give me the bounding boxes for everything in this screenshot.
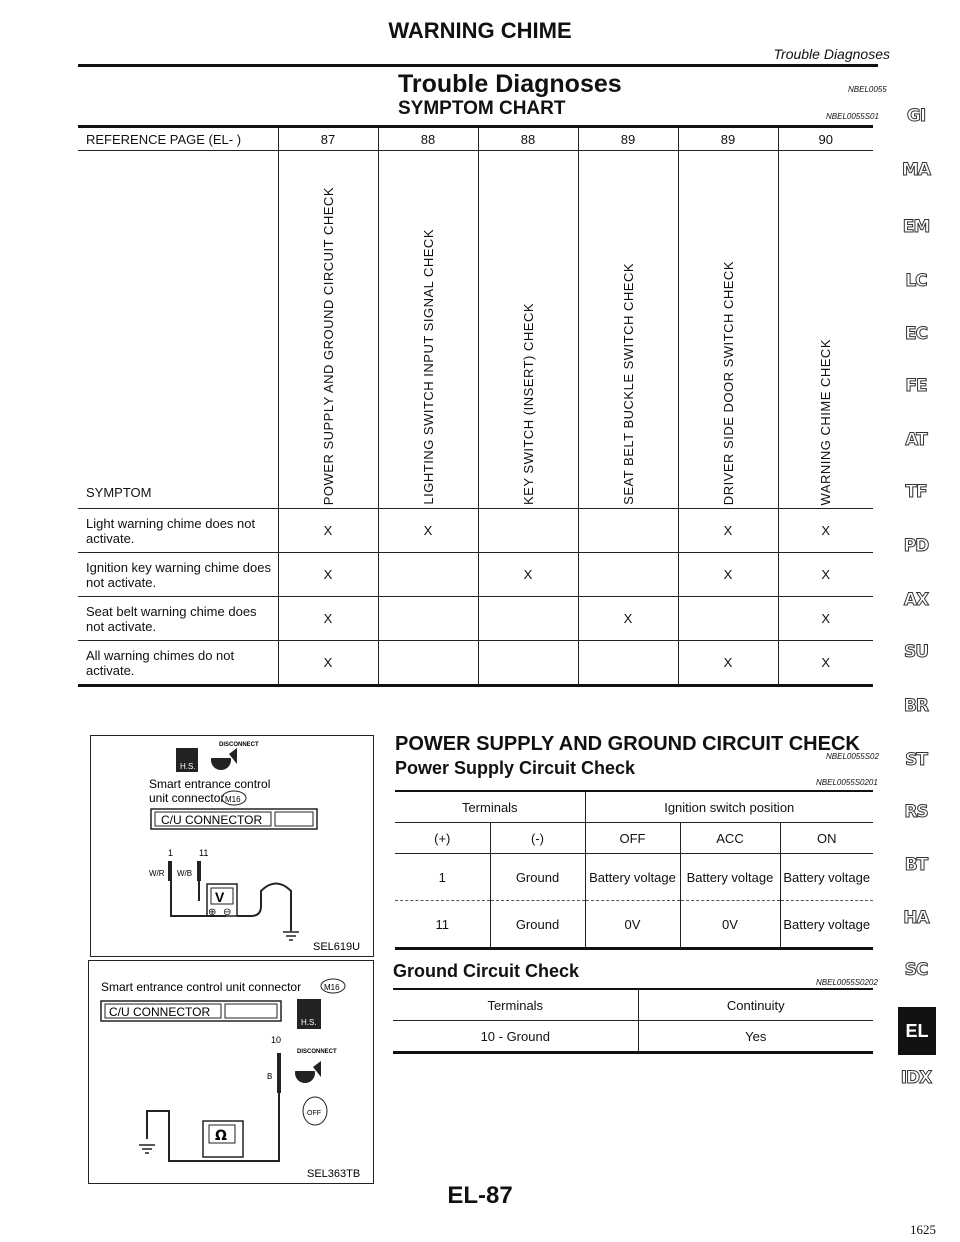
- side-tab-fe[interactable]: FE: [905, 376, 927, 396]
- cell-minus: Ground: [490, 854, 585, 901]
- mark-cell: [378, 641, 478, 686]
- ground-check-title: Ground Circuit Check: [393, 961, 580, 981]
- reference-row: [78, 128, 873, 151]
- column-header: [678, 151, 778, 509]
- side-tab-tf[interactable]: TF: [905, 482, 927, 502]
- symptom-row: [78, 509, 873, 553]
- caption: Smart entrance control unit connector: [101, 980, 302, 994]
- side-tab-idx[interactable]: IDX: [900, 1068, 932, 1088]
- ignition-off-icon: [303, 1097, 327, 1125]
- col-plus: (+): [395, 823, 490, 854]
- side-tab-sc[interactable]: SC: [904, 960, 928, 980]
- power-check-title: POWER SUPPLY AND GROUND CIRCUIT CHECK: [395, 733, 860, 755]
- column-header: [778, 151, 873, 509]
- ground-continuity-header: Continuity: [638, 989, 873, 1021]
- figure-code: SEL619U: [313, 941, 361, 953]
- caption-line1: Smart entrance control: [149, 777, 271, 791]
- symptom-row: [78, 641, 873, 686]
- column-label: LIGHTING SWITCH INPUT SIGNAL CHECK: [420, 229, 436, 505]
- position-header: Ignition switch position: [585, 791, 873, 823]
- side-tab-ma[interactable]: MA: [901, 160, 931, 180]
- pin: 10: [271, 1035, 282, 1045]
- side-tab-st[interactable]: ST: [905, 750, 927, 770]
- symptom-chart-table: [78, 128, 873, 687]
- side-tab-ec[interactable]: EC: [904, 324, 928, 344]
- mark-cell: [578, 553, 678, 597]
- page-number: EL-87: [447, 1182, 513, 1209]
- symptom-text: Light warning chime does not activate.: [78, 509, 278, 553]
- power-check-code: NBEL0055S02: [826, 752, 879, 761]
- mark-cell: X: [378, 509, 478, 553]
- side-tab-ax[interactable]: AX: [903, 590, 929, 610]
- plus-terminal: ⊕: [208, 907, 217, 918]
- symptom-text: All warning chimes do not activate.: [78, 641, 278, 686]
- cell-acc: Battery voltage: [680, 854, 780, 901]
- figure-code: SEL363TB: [307, 1168, 361, 1180]
- symptom-row: [78, 597, 873, 641]
- table-row: [393, 1021, 873, 1053]
- figure-ground-check: [88, 960, 374, 1184]
- ref-cell: 87: [278, 128, 378, 151]
- section-title: Trouble Diagnoses: [398, 70, 622, 98]
- table-row: [395, 854, 873, 901]
- side-tab-ha[interactable]: HA: [903, 908, 929, 928]
- terminals-header: Terminals: [395, 791, 585, 823]
- symptom-text: Seat belt warning chime does not activate.: [78, 597, 278, 641]
- column-header: [378, 151, 478, 509]
- connector-code: M16: [225, 795, 241, 804]
- connector-label: C/U CONNECTOR: [161, 813, 263, 827]
- power-check-subtitle: Power Supply Circuit Check: [395, 758, 636, 778]
- cell-off: Battery voltage: [585, 854, 680, 901]
- symptom-header-cell: [78, 151, 278, 509]
- wire-b: W/B: [177, 869, 193, 878]
- cell-minus: Ground: [490, 901, 585, 949]
- mark-cell: X: [778, 553, 873, 597]
- mark-cell: [378, 553, 478, 597]
- mark-cell: X: [678, 641, 778, 686]
- side-tab-pd[interactable]: PD: [903, 536, 929, 556]
- section-code: NBEL0055: [848, 85, 887, 94]
- column-header-row: [78, 151, 873, 509]
- column-header: [278, 151, 378, 509]
- ground-check-table: [393, 988, 873, 1054]
- page-header-title: WARNING CHIME: [388, 18, 572, 43]
- reference-label: REFERENCE PAGE (EL- ): [78, 128, 278, 151]
- side-tab-at[interactable]: AT: [905, 430, 927, 450]
- header-rule: [78, 64, 878, 67]
- cell-on: Battery voltage: [780, 901, 873, 949]
- mark-cell: X: [778, 509, 873, 553]
- cell-plus: 11: [395, 901, 490, 949]
- side-tab-su[interactable]: SU: [903, 642, 929, 662]
- mark-cell: [478, 597, 578, 641]
- ref-cell: 90: [778, 128, 873, 151]
- connector-code: M16: [324, 983, 340, 992]
- cell-on: Battery voltage: [780, 854, 873, 901]
- column-header: [578, 151, 678, 509]
- figure-power-supply-drawing: [91, 736, 373, 956]
- figure-ground-check-drawing: [89, 961, 373, 1183]
- hs-label: H.S.: [180, 762, 196, 771]
- col-minus: (-): [490, 823, 585, 854]
- hs-label: H.S.: [301, 1018, 317, 1027]
- mark-cell: X: [278, 553, 378, 597]
- caption-line2: unit connector: [149, 791, 225, 805]
- side-tab-bt[interactable]: BT: [904, 855, 928, 875]
- mark-cell: X: [678, 553, 778, 597]
- mark-cell: [578, 641, 678, 686]
- disconnect-label: DISCONNECT: [297, 1049, 337, 1055]
- disconnect-icon: [211, 748, 237, 770]
- ground-check-code: NBEL0055S0202: [816, 978, 878, 987]
- side-tab-rs[interactable]: RS: [904, 802, 928, 822]
- cell-acc: 0V: [680, 901, 780, 949]
- symptom-row: [78, 553, 873, 597]
- side-tab-br[interactable]: BR: [903, 696, 929, 716]
- side-tab-lc[interactable]: LC: [905, 271, 927, 291]
- page-header-subtitle: Trouble Diagnoses: [773, 46, 890, 62]
- minus-terminal: ⊖: [223, 907, 232, 918]
- mark-cell: [578, 509, 678, 553]
- connector-label: C/U CONNECTOR: [109, 1005, 211, 1019]
- col-on: ON: [780, 823, 873, 854]
- ground-terminal-cell: 10 - Ground: [393, 1021, 638, 1053]
- column-header: [478, 151, 578, 509]
- cell-off: 0V: [585, 901, 680, 949]
- mark-cell: [478, 641, 578, 686]
- chart-code: NBEL0055S01: [826, 112, 879, 121]
- column-label: SEAT BELT BUCKLE SWITCH CHECK: [620, 263, 636, 505]
- meter-symbol: V: [215, 889, 225, 905]
- column-label: WARNING CHIME CHECK: [818, 338, 834, 505]
- column-label: DRIVER SIDE DOOR SWITCH CHECK: [720, 260, 736, 505]
- chart-title: SYMPTOM CHART: [398, 98, 566, 119]
- mark-cell: [678, 597, 778, 641]
- ref-cell: 89: [578, 128, 678, 151]
- pin-a: 1: [168, 848, 174, 858]
- meter-symbol: Ω: [215, 1128, 227, 1144]
- symptom-text: Ignition key warning chime does not activate.: [78, 553, 278, 597]
- pin-b: 11: [199, 848, 209, 858]
- off-label: OFF: [307, 1110, 321, 1117]
- column-label: POWER SUPPLY AND GROUND CIRCUIT CHECK: [320, 186, 336, 505]
- side-tab-el-active[interactable]: EL: [898, 1007, 936, 1055]
- mark-cell: X: [478, 553, 578, 597]
- col-acc: ACC: [680, 823, 780, 854]
- power-subheader-row: [395, 823, 873, 854]
- mark-cell: X: [578, 597, 678, 641]
- ref-cell: 89: [678, 128, 778, 151]
- column-label: KEY SWITCH (INSERT) CHECK: [520, 303, 536, 505]
- symptom-label: SYMPTOM: [86, 485, 152, 500]
- mark-cell: X: [778, 641, 873, 686]
- mark-cell: X: [778, 597, 873, 641]
- ref-cell: 88: [478, 128, 578, 151]
- mark-cell: X: [678, 509, 778, 553]
- ref-cell: 88: [378, 128, 478, 151]
- power-check-subtitle-code: NBEL0055S0201: [816, 778, 878, 787]
- table-row: [395, 901, 873, 949]
- side-tab-em[interactable]: EM: [902, 217, 930, 237]
- side-tab-gi[interactable]: GI: [906, 106, 926, 126]
- ground-terminals-header: Terminals: [393, 989, 638, 1021]
- mark-cell: X: [278, 509, 378, 553]
- ground-continuity-cell: Yes: [638, 1021, 873, 1053]
- col-off: OFF: [585, 823, 680, 854]
- wire-a: W/R: [149, 869, 165, 878]
- mark-cell: X: [278, 597, 378, 641]
- mark-cell: [378, 597, 478, 641]
- disconnect-icon: [295, 1061, 321, 1083]
- mark-cell: [478, 509, 578, 553]
- ground-header-row: [393, 989, 873, 1021]
- sheet-number: 1625: [910, 1222, 936, 1237]
- disconnect-label: DISCONNECT: [219, 742, 259, 748]
- power-header-row: [395, 791, 873, 823]
- cell-plus: 1: [395, 854, 490, 901]
- wire: B: [267, 1072, 273, 1081]
- figure-power-supply: [90, 735, 374, 957]
- mark-cell: X: [278, 641, 378, 686]
- power-supply-table: [395, 790, 873, 950]
